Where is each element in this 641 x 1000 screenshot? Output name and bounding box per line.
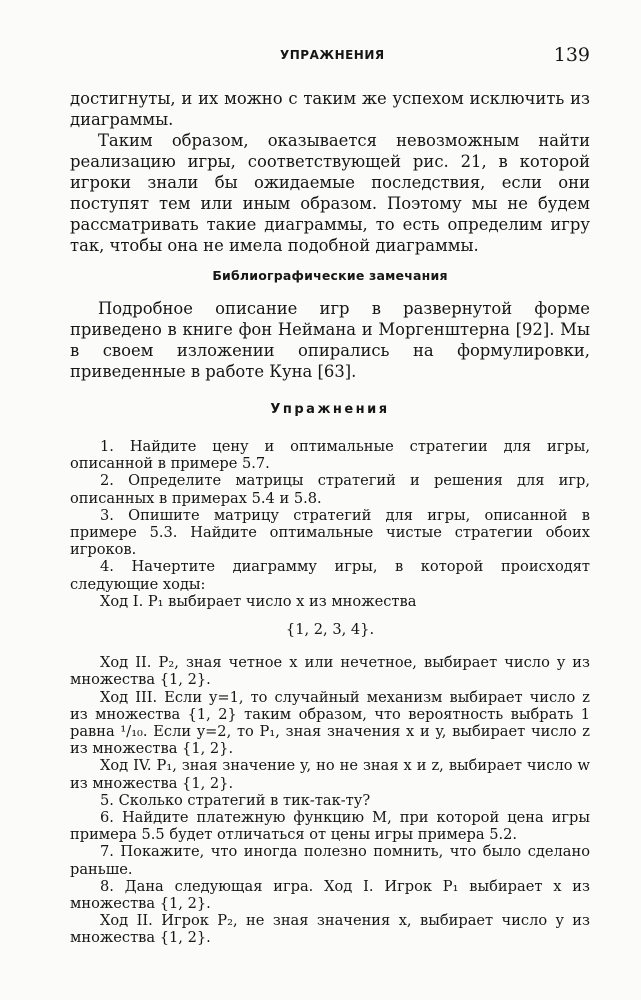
move-description: Ход III. Если y=1, то случайный механизм выбирает число z из множества {1, 2} таким образом, что вероятность выбрать 1 равна ¹/₁₀. Если y=2, то P₁, зная значения x и y, выбирает число z из множества {1, 2}. bbox=[70, 688, 590, 758]
exercises-heading: Упражнения bbox=[270, 402, 390, 417]
set-formula: {1, 2, 3, 4}. bbox=[285, 621, 375, 639]
move-description: Ход II. Игрок P₂, не зная значения x, выбирает число y из множества {1, 2}. bbox=[70, 912, 590, 947]
bibliography-heading: Библиографические замечания bbox=[212, 268, 448, 283]
exercise-item: 6. Найдите платежную функцию M, при которой цена игры примера 5.5 будет отличаться от цены игры примера 5.2. bbox=[70, 809, 590, 844]
bibliography-section bbox=[70, 298, 590, 382]
intro-text bbox=[70, 88, 590, 256]
running-title: УПРАЖНЕНИЯ bbox=[280, 48, 385, 62]
move-description: Ход II. P₂, зная четное x или нечетное, выбирает число y из множества {1, 2}. bbox=[70, 654, 590, 689]
page-number: 139 bbox=[553, 44, 590, 66]
intro-paragraph-2: Таким образом, оказывается невозможным найти реализацию игры, соответствующей рис. 21, в которой игроки знали бы ожидаемые последствия, если они поступят тем или иным образом. Поэтому мы не будем рассматривать такие диаграммы, то есть определим игру так, чтобы она не имела подобной диаграммы. bbox=[70, 131, 590, 255]
running-head bbox=[70, 44, 590, 68]
bibliography-paragraph: Подробное описание игр в развернутой форме приведено в книге фон Неймана и Моргенштерна [92]. Мы в своем изложении опирались на формулировки, приведенные в работе Куна [63]. bbox=[70, 299, 590, 381]
exercise-item: 1. Найдите цену и оптимальные стратегии для игры, описанной в примере 5.7. bbox=[70, 438, 590, 473]
exercise-item: 2. Определите матрицы стратегий и решения для игр, описанных в примерах 5.4 и 5.8. bbox=[70, 472, 590, 507]
move-description: Ход IV. P₁, зная значение y, но не зная x и z, выбирает число w из множества {1, 2}. bbox=[70, 757, 590, 792]
move-description: Ход I. P₁ выбирает число x из множества bbox=[100, 592, 417, 610]
exercise-item: 8. Дана следующая игра. Ход I. Игрок P₁ выбирает x из множества {1, 2}. bbox=[70, 877, 590, 913]
intro-paragraph-1: достигнуты, и их можно с таким же успехом исключить из диаграммы. bbox=[70, 89, 590, 129]
exercise-item: 7. Покажите, что иногда полезно помнить, что было сделано раньше. bbox=[70, 843, 590, 878]
exercise-item: 3. Опишите матрицу стратегий для игры, описанной в примере 5.3. Найдите оптимальные чистые стратегии обоих игроков. bbox=[70, 506, 590, 559]
exercise-list bbox=[70, 438, 590, 947]
exercise-item: 4. Начертите диаграмму игры, в которой происходят следующие ходы: bbox=[70, 558, 590, 593]
exercise-item: 5. Сколько стратегий в тик-так-ту? bbox=[100, 791, 371, 809]
